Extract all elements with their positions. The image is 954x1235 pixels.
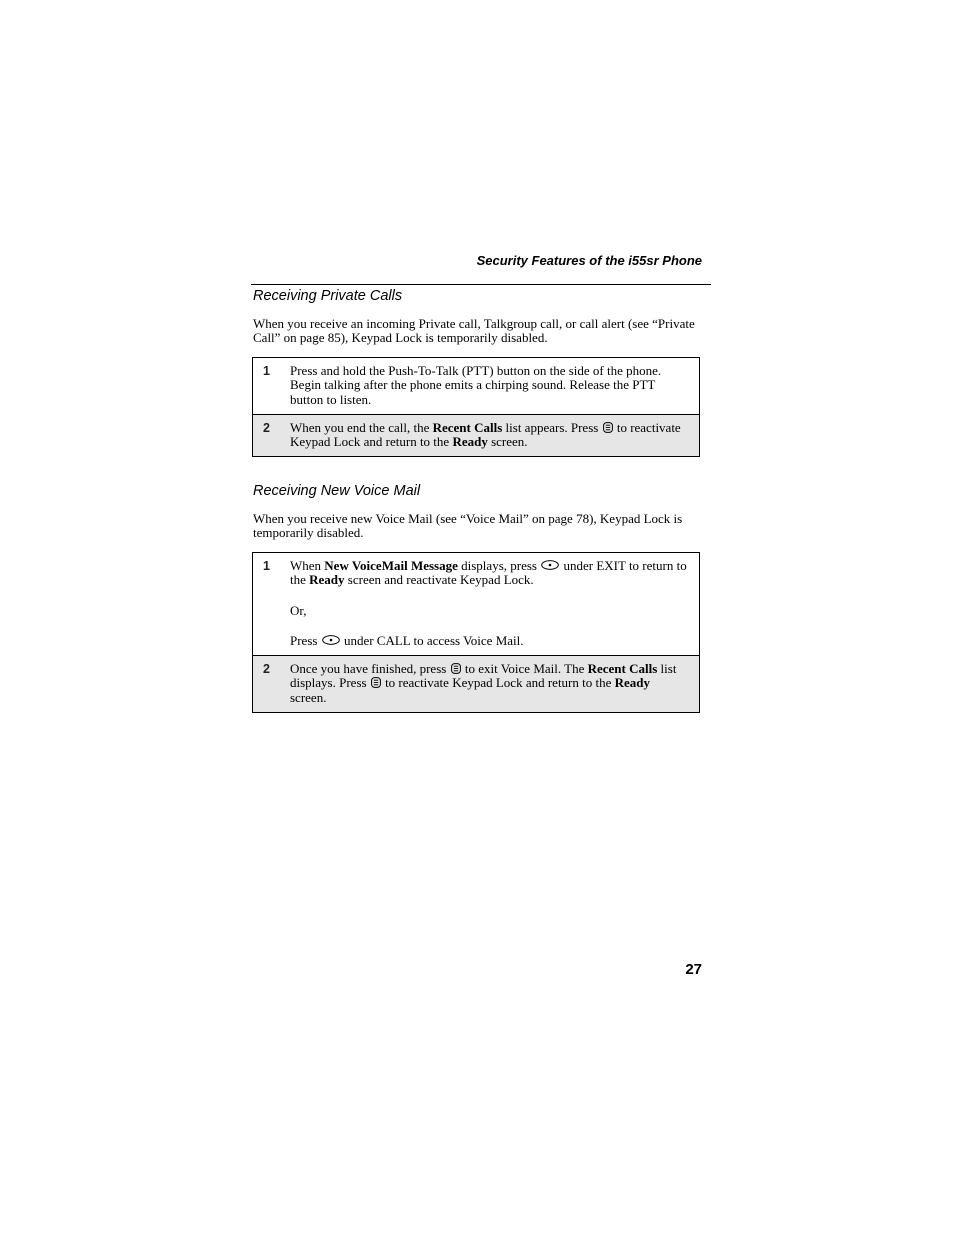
text-run: to exit Voice Mail. The: [461, 661, 588, 677]
section-heading-voice-mail: Receiving New Voice Mail: [253, 483, 421, 499]
steps-table-voice-mail: [252, 552, 700, 713]
text-run: Once you have finished, press: [290, 661, 450, 677]
step-row: [253, 655, 699, 712]
soft-key-icon: [541, 560, 559, 570]
ui-term: Recent Calls: [432, 419, 503, 435]
ui-term: Ready: [614, 675, 651, 691]
header-rule: [251, 284, 711, 285]
text-run: displays, press: [457, 558, 541, 573]
text-run: screen.: [487, 434, 528, 450]
step-text: [290, 415, 699, 457]
menu-key-icon: [451, 663, 461, 674]
step-row: [253, 553, 699, 655]
text-run: under EXIT to return to the: [290, 558, 687, 588]
step-text: [290, 553, 699, 655]
page-number: 27: [685, 961, 702, 978]
step-number: 1: [263, 559, 270, 573]
text-run: When you end the call, the: [290, 419, 433, 435]
ui-term: Ready: [452, 434, 488, 450]
step-paragraph: Press and hold the Push-To-Talk (PTT) button on the side of the phone. Begin talking after the phone emits a chirping sound. Release the PTT button to listen.: [290, 363, 662, 407]
section-heading-private-calls: Receiving Private Calls: [253, 288, 403, 304]
ui-term: New VoiceMail Message: [324, 558, 458, 573]
step-paragraph: [290, 662, 689, 705]
step-paragraph: [290, 559, 689, 588]
intro-voice-mail: When you receive new Voice Mail (see “Voice Mail” on page 78), Keypad Lock is temporarily disabled.: [253, 511, 683, 541]
step-paragraph: [290, 421, 689, 450]
text-run: list displays. Press: [290, 661, 677, 691]
step-number: 2: [263, 420, 270, 435]
text-run: list appears. Press: [502, 419, 602, 435]
text-run: to reactivate Keypad Lock and return to the: [290, 419, 681, 450]
ui-term: Recent Calls: [587, 661, 658, 677]
step-paragraph: [290, 634, 689, 648]
step-row: [253, 414, 699, 457]
step-text: [290, 656, 699, 712]
menu-key-icon: [603, 422, 613, 433]
text-run: to reactivate Keypad Lock and return to the: [381, 675, 615, 691]
running-header: Security Features of the i55sr Phone: [476, 253, 702, 268]
ui-term: Ready: [309, 572, 345, 588]
step-number: 1: [263, 364, 270, 378]
intro-private-calls: When you receive an incoming Private call, Talkgroup call, or call alert (see “Private Call” on page 85), Keypad Lock is temporarily disabled.: [253, 316, 695, 346]
text-run: Press: [290, 632, 321, 648]
menu-key-icon: [371, 677, 381, 688]
or-separator: Or,: [290, 602, 307, 618]
text-run: When: [290, 558, 325, 573]
text-run: screen and reactivate Keypad Lock.: [344, 572, 534, 588]
step-row: [253, 358, 699, 414]
steps-table-private-calls: [252, 357, 700, 457]
step-text: [290, 358, 699, 414]
text-run: screen.: [290, 689, 327, 705]
text-run: under CALL to access Voice Mail.: [340, 632, 524, 648]
soft-key-icon: [322, 635, 340, 645]
step-number: 2: [263, 662, 270, 677]
